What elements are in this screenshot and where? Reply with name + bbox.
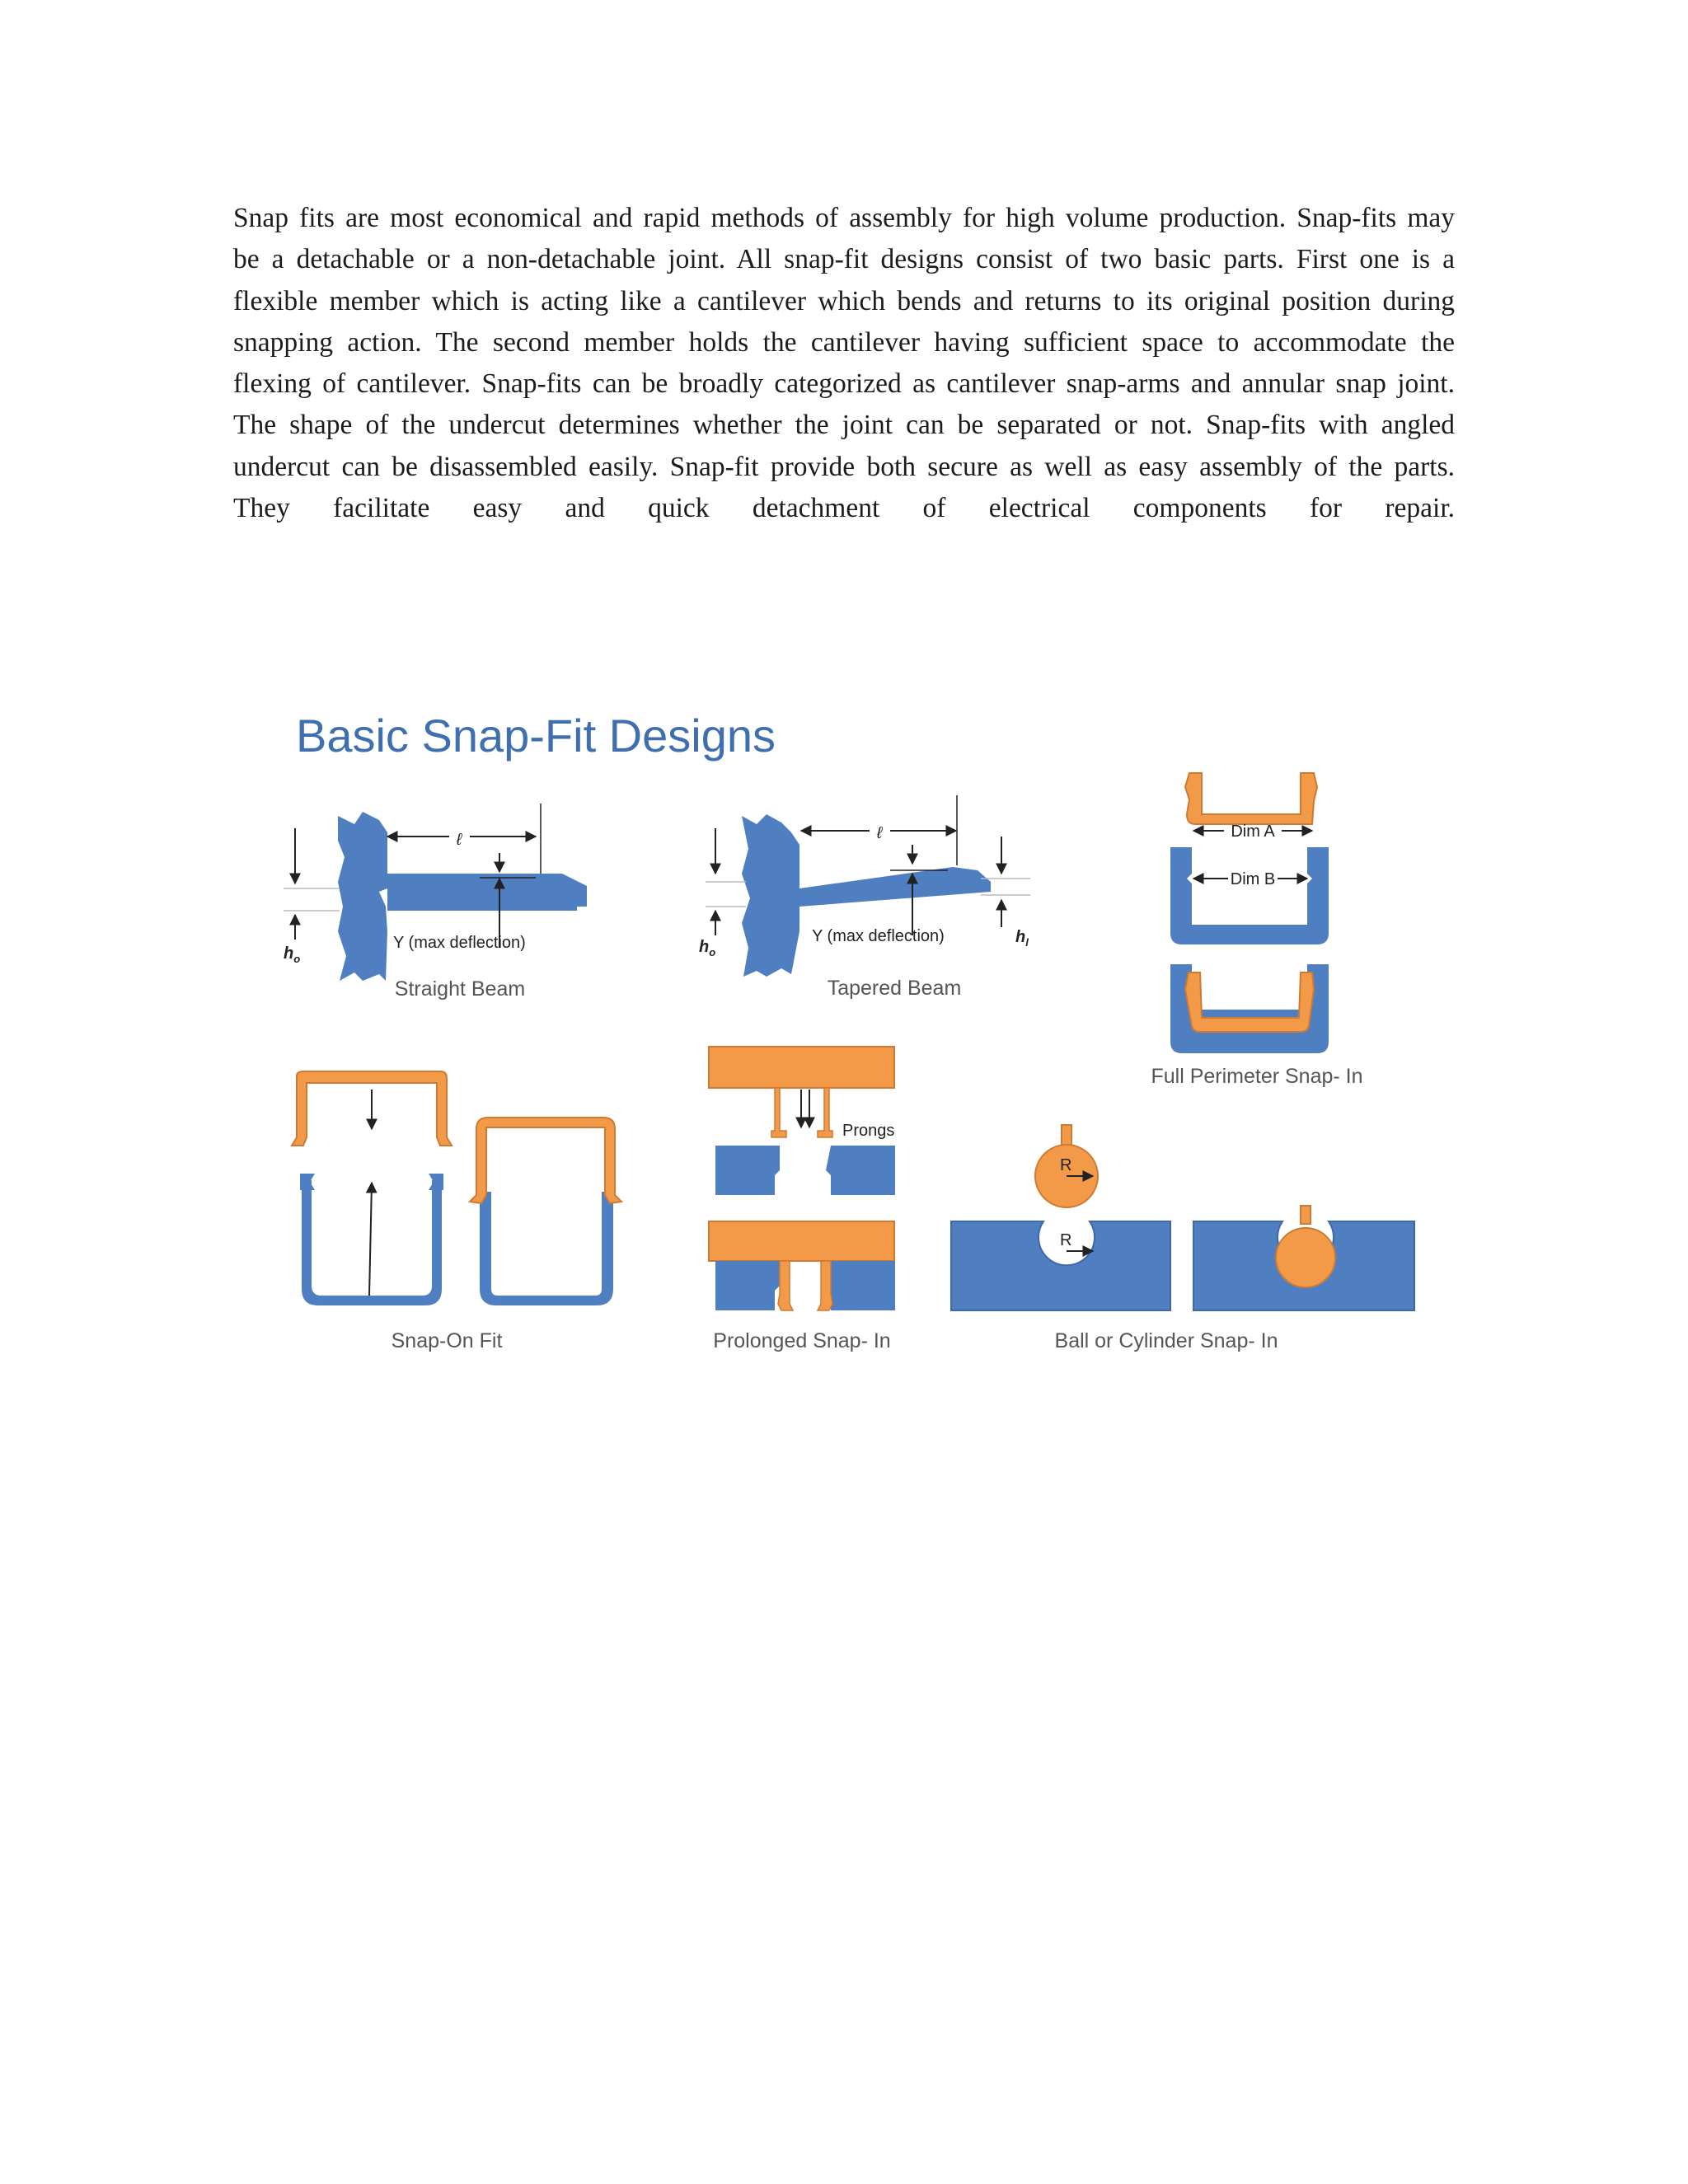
dim-a-label: Dim A: [1231, 823, 1275, 841]
straight-beam-label: Straight Beam: [394, 977, 526, 1001]
paragraph-line: flexing of cantilever. Snap-fits can be broadly categorized as cantilever snap-arms and annular snap joint.: [233, 368, 1455, 400]
ball-part: [1276, 1228, 1335, 1287]
figure-title: Basic Snap-Fit Designs: [295, 710, 776, 762]
prongs-label: Prongs: [842, 1122, 895, 1140]
h0-label: $h_o$: [284, 944, 301, 965]
orange-part-bottom: [1185, 972, 1314, 1032]
tapered-beam-diagram: [699, 795, 1030, 1000]
length-symbol: ℓ: [456, 831, 462, 849]
paragraph-line: snapping action. The second member holds the cantilever having sufficient space to accommodate the: [233, 326, 1455, 358]
snap-on-label: Snap-On Fit: [391, 1329, 503, 1352]
paragraph-line: Snap fits are most economical and rapid methods of assembly for high volume production. Snap-fits may: [233, 203, 1455, 233]
paragraph-line: undercut can be disassembled easily. Snap-fit provide both secure as well as easy assembly of the parts.: [233, 451, 1455, 482]
body-paragraph: [233, 198, 1455, 529]
ball-stem: [1301, 1206, 1311, 1224]
length-symbol: ℓ: [876, 824, 883, 842]
blue-part-top: [1170, 847, 1329, 944]
blue-block: [826, 1261, 895, 1310]
cup-lip: [429, 1174, 443, 1190]
radius-label: R: [1060, 1156, 1072, 1174]
y-max-label: Y (max deflection): [812, 927, 945, 945]
paragraph-line: be a detachable or a non-detachable joint. All snap-fit designs consist of two basic parts. First one is a: [233, 244, 1455, 275]
paragraph-line: flexible member which is acting like a cantilever which bends and returns to its original position during: [233, 285, 1455, 316]
h0-label: $h_o$: [699, 938, 716, 958]
arrow-icon: [369, 1183, 372, 1296]
dim-b-label: Dim B: [1230, 870, 1276, 888]
ball-cylinder-diagram: [951, 1125, 1414, 1352]
prong-icon: [771, 1088, 786, 1137]
paragraph-line: The shape of the undercut determines whether the joint can be separated or not. Snap-fits with angled: [233, 410, 1455, 441]
full-perimeter-label: Full Perimeter Snap- In: [1151, 1065, 1363, 1088]
hl-label: $h_l$: [1015, 928, 1029, 949]
orange-part-top: [1185, 773, 1317, 824]
snap-fit-figure: [264, 709, 1451, 1376]
cup-body: [480, 1192, 613, 1305]
blue-block: [715, 1146, 780, 1195]
full-perimeter-diagram: [1151, 773, 1362, 1088]
orange-block: [709, 1047, 894, 1088]
snap-fit-diagram: [264, 709, 1451, 1376]
prolonged-label: Prolonged Snap- In: [713, 1329, 891, 1352]
straight-beam-diagram: [284, 804, 587, 1001]
ball-cylinder-label: Ball or Cylinder Snap- In: [1054, 1329, 1278, 1352]
cup-lip: [300, 1174, 315, 1190]
prolonged-diagram: [709, 1047, 895, 1352]
prong-icon: [778, 1261, 793, 1310]
prong-icon: [818, 1088, 832, 1137]
radius-label: R: [1060, 1231, 1072, 1249]
tapered-beam-shape: [742, 814, 991, 977]
y-max-label: Y (max deflection): [393, 934, 526, 952]
prong-icon: [818, 1261, 832, 1310]
snap-on-diagram: [292, 1071, 621, 1352]
blue-block: [715, 1261, 780, 1310]
orange-block: [709, 1221, 894, 1261]
tapered-beam-label: Tapered Beam: [827, 977, 962, 1000]
blue-block: [826, 1146, 895, 1195]
cap-part: [470, 1118, 621, 1203]
paragraph-line: They facilitate easy and quick detachment of electrical components for repair.: [233, 493, 1455, 524]
